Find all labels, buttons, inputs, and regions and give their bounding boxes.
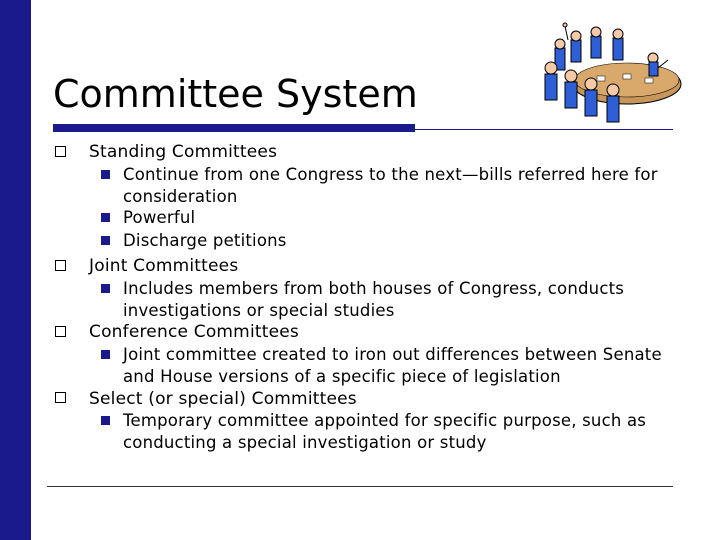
hollow-square-bullet-icon [55, 146, 66, 157]
committee-meeting-icon [535, 18, 683, 126]
title-underline-thin [415, 129, 673, 130]
point-text: Includes members from both houses of Congress, conducts investigations or special studies [123, 279, 625, 320]
point-text: Temporary committee appointed for specific purpose, such as conducting a special investigation or study [123, 411, 647, 452]
hollow-square-bullet-icon [55, 326, 66, 337]
hollow-square-bullet-icon [55, 392, 66, 403]
filled-square-bullet-icon [101, 416, 110, 425]
section-heading-standing: Standing Committees [89, 142, 278, 162]
footer-divider [47, 486, 673, 487]
point-text: Discharge petitions [123, 231, 287, 250]
slide-title: Committee System [53, 72, 418, 116]
point-text: Joint committee created to iron out differences between Senate and House versions of a specific piece of legislation [123, 345, 662, 386]
point-text: Powerful [123, 208, 196, 227]
title-underline [53, 124, 415, 132]
section-heading-select: Select (or special) Committees [89, 389, 357, 409]
filled-square-bullet-icon [101, 236, 110, 245]
section-heading-joint: Joint Committees [89, 256, 239, 276]
point-text: Continue from one Congress to the next—bills referred here for consideration [123, 165, 658, 206]
left-accent-bar [0, 0, 31, 540]
filled-square-bullet-icon [101, 170, 110, 179]
filled-square-bullet-icon [101, 350, 110, 359]
filled-square-bullet-icon [101, 213, 110, 222]
hollow-square-bullet-icon [55, 260, 66, 271]
filled-square-bullet-icon [101, 284, 110, 293]
section-heading-conference: Conference Committees [89, 322, 299, 342]
